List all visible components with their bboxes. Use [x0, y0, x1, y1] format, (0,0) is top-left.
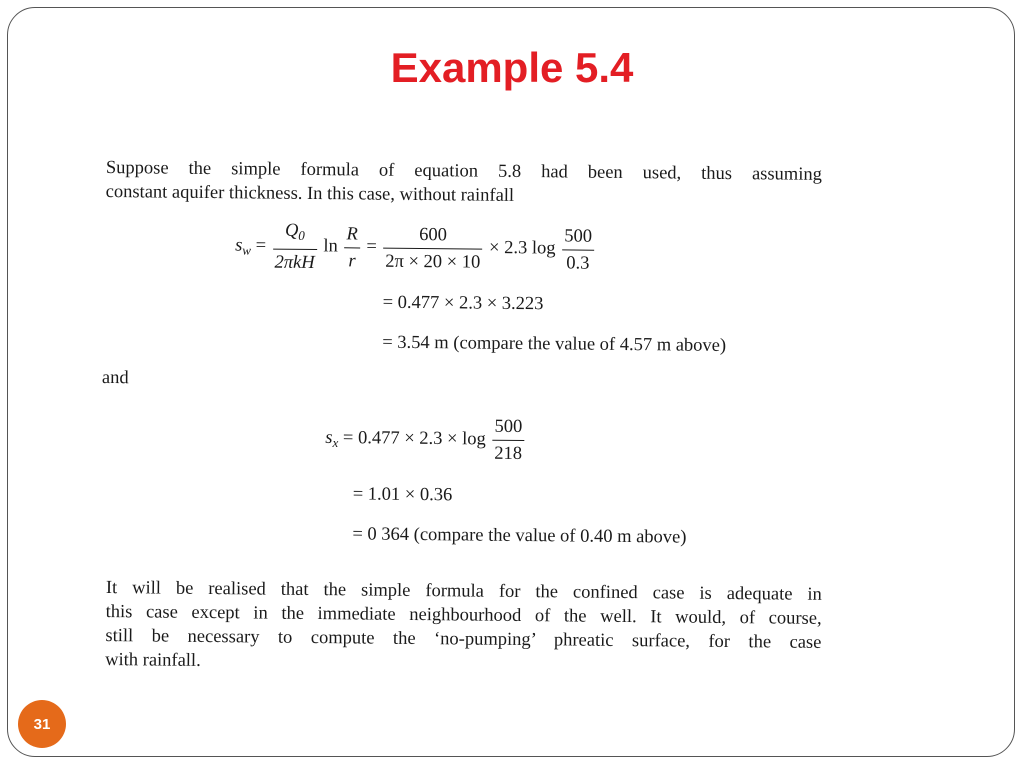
fraction-r-over-r: [344, 221, 360, 274]
conclusion-paragraph: [105, 576, 822, 679]
conclusion-line-2: this case except in the immediate neighbourhood of the well. It would, of course,: [105, 602, 822, 629]
slide-title: Example 5.4: [390, 44, 634, 91]
sw-subscript: w: [242, 242, 252, 258]
sx-rhs: = 0.477 × 2.3 × log: [342, 428, 486, 450]
equation-sw: [235, 217, 596, 278]
equation-sw-step2: = 0.477 × 2.3 × 3.223: [382, 292, 544, 315]
fraction-numerator: 500: [492, 414, 524, 441]
fraction-denominator: 2π × 20 × 10: [385, 251, 481, 273]
conclusion-line-1: It will be realised that the simple formula for the confined case is adequate in: [105, 578, 822, 605]
fraction-500-0-3: [562, 223, 594, 276]
fraction-600: [383, 221, 482, 275]
fraction-500-218: [492, 414, 524, 467]
sx-symbol: s: [325, 427, 333, 448]
multiply-log: × 2.3 log: [488, 237, 556, 259]
fraction-denominator: 2πkH: [274, 252, 315, 274]
conclusion-line-4: with rainfall.: [105, 650, 201, 671]
q-subscript: 0: [298, 227, 305, 243]
fraction-numerator: R: [344, 221, 360, 248]
fraction-denominator: r: [348, 250, 356, 271]
fraction-numerator: [273, 218, 317, 250]
ln-label: ln: [323, 236, 338, 257]
fraction-denominator: 0.3: [566, 252, 590, 274]
equation-sx: [325, 412, 526, 467]
equation-sx-step3: = 0 364 (compare the value of 0.40 m above): [352, 524, 687, 548]
conclusion-line-3: still be necessary to compute the ‘no-pumping’ phreatic surface, for the case: [105, 626, 822, 653]
q-symbol: Q: [284, 220, 299, 241]
equation-sx-step2: = 1.01 × 0.36: [352, 484, 453, 506]
equation-sw-step3: = 3.54 m (compare the value of 4.57 m above): [382, 332, 727, 356]
fraction-numerator: 600: [383, 221, 482, 249]
equals-sign: =: [366, 236, 377, 257]
sx-subscript: x: [332, 434, 339, 451]
fraction-numerator: 500: [562, 223, 594, 250]
intro-line-2: constant aquifer thickness. In this case, without rainfall: [105, 182, 515, 206]
page-number-badge: 31: [18, 700, 66, 748]
fraction-q0-2pikh: [272, 218, 317, 276]
intro-line-1: Suppose the simple formula of equation 5.8 had been used, thus assuming: [105, 158, 822, 185]
fraction-denominator: 218: [494, 443, 523, 465]
connector-and: and: [101, 367, 129, 389]
intro-paragraph: [106, 156, 822, 211]
equals-sign: =: [255, 235, 267, 256]
sw-symbol: s: [235, 235, 243, 256]
